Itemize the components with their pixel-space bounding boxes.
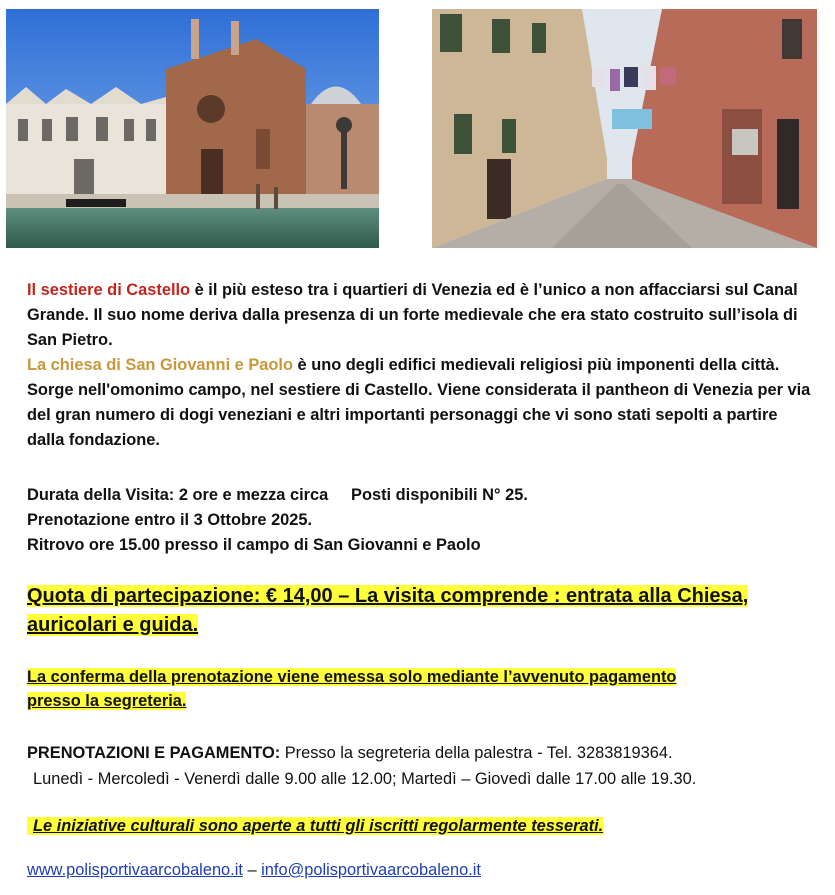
contact-links <box>27 858 817 883</box>
booking-hours: Lunedì - Mercoledì - Venerdì dalle 9.00 alle 12.00; Martedì – Giovedì dalle 17.00 alle 19.30. <box>33 770 697 788</box>
photo-campo-san-giovanni-e-paolo <box>6 9 379 248</box>
intro-paragraph <box>27 278 817 453</box>
visit-seats: Posti disponibili N° 25. <box>351 486 528 504</box>
visit-details <box>27 483 817 558</box>
booking-info <box>27 740 817 792</box>
photo-calle-venezia <box>432 9 817 248</box>
price-line-2: auricolari e guida. <box>27 614 199 636</box>
cultural-note <box>27 814 817 839</box>
chiesa-description: è uno degli edifici medievali religiosi più imponenti della città. Sorge nell'omonimo campo, nel sestiere di Castello. Viene considerata il pantheon di Venezia per via del gran numero di dogi veneziani e altri importanti personaggi che vi sono stati sepolti a partire dalla fondazione. <box>27 356 811 449</box>
visit-duration: Durata della Visita: 2 ore e mezza circa <box>27 486 329 504</box>
booking-label: PRENOTAZIONI E PAGAMENTO: <box>27 744 281 762</box>
confirmation-line-1: La conferma della prenotazione viene emessa solo mediante l’avvenuto pagamento <box>27 668 677 686</box>
castello-description: è il più esteso tra i quartieri di Venezia ed è l’unico a non affacciarsi sul Canal Grande. Il suo nome deriva dalla presenza di un forte medievale che era stato costruito sull’isola di San Pietro. <box>27 281 798 349</box>
confirmation-note <box>27 665 817 713</box>
cultural-note-text: Le iniziative culturali sono aperte a tutti gli iscritti regolarmente tesserati. <box>27 817 603 835</box>
chiesa-highlight: La chiesa di San Giovanni e Paolo <box>27 356 293 374</box>
link-separator: – <box>242 861 262 879</box>
booking-deadline: Prenotazione entro il 3 Ottobre 2025. <box>27 511 313 529</box>
website-link[interactable]: www.polisportivaarcobaleno.it <box>27 861 243 879</box>
email-link[interactable]: info@polisportivaarcobaleno.it <box>261 861 481 879</box>
confirmation-line-2: presso la segreteria. <box>27 692 187 710</box>
price-line-1: Quota di partecipazione: € 14,00 – La visita comprende : entrata alla Chiesa, <box>27 585 749 607</box>
price-block <box>27 582 817 640</box>
meeting-point: Ritrovo ore 15.00 presso il campo di San Giovanni e Paolo <box>27 536 481 554</box>
castello-highlight: Il sestiere di Castello <box>27 281 191 299</box>
booking-text: Presso la segreteria della palestra - Tel. 3283819364. <box>280 744 673 762</box>
